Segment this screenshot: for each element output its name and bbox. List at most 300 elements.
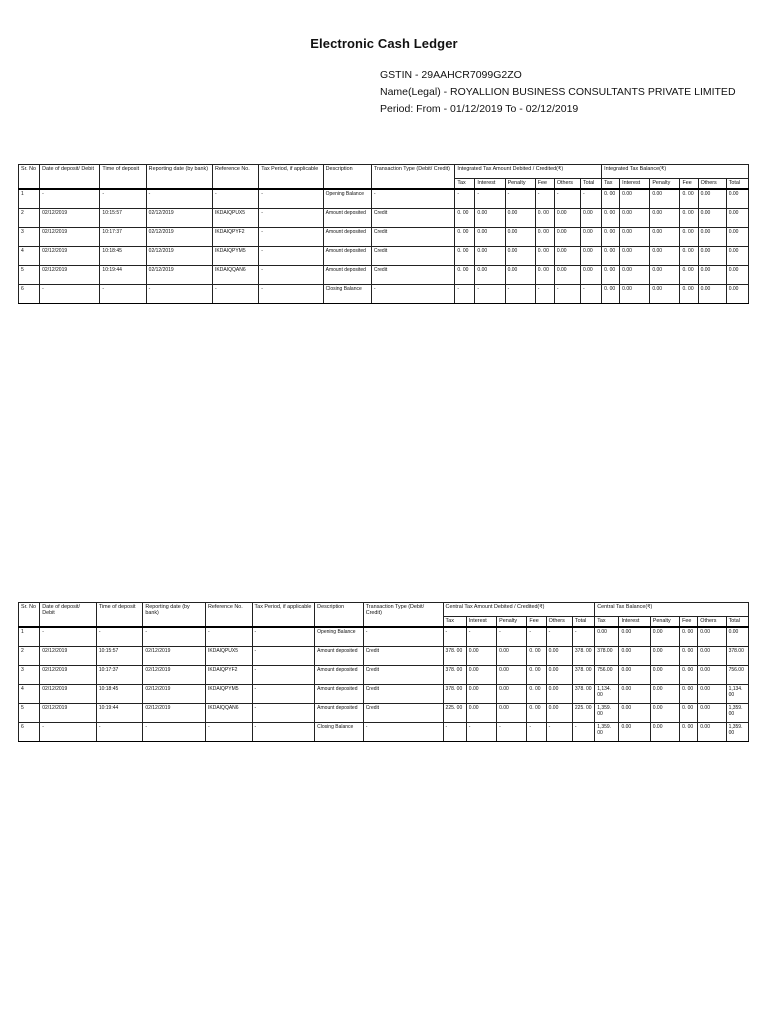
table-cell: 0.00 bbox=[475, 266, 505, 285]
table-cell: 0.00 bbox=[466, 704, 496, 723]
table-cell: 02/12/2019 bbox=[40, 247, 100, 266]
table-cell: 10:18:45 bbox=[96, 685, 143, 704]
table-cell: 02/12/2019 bbox=[40, 685, 97, 704]
table-cell: 1,359. 00 bbox=[595, 704, 619, 723]
table-cell: 0.00 bbox=[554, 209, 580, 228]
table-cell: 0.00 bbox=[698, 685, 726, 704]
table-cell: - bbox=[100, 285, 146, 304]
table-cell: 02/12/2019 bbox=[146, 209, 212, 228]
table-cell: 3 bbox=[19, 666, 40, 685]
table-cell: 0.00 bbox=[726, 247, 748, 266]
sub-col-fee: Fee bbox=[535, 179, 554, 190]
table-cell: - bbox=[443, 723, 466, 742]
sub-col-others: Others bbox=[546, 617, 572, 628]
table-cell: Amount deposited bbox=[323, 247, 371, 266]
table-cell: - bbox=[252, 723, 315, 742]
table-cell: 0.00 bbox=[620, 209, 650, 228]
table-cell: - bbox=[96, 723, 143, 742]
table-cell: 0.00 bbox=[619, 704, 650, 723]
table-cell: 02/12/2019 bbox=[143, 704, 206, 723]
table-cell: 0.00 bbox=[726, 627, 748, 647]
table-cell: 0. 00 bbox=[680, 627, 698, 647]
table-cell: 0.00 bbox=[619, 723, 650, 742]
table-cell: 378. 00 bbox=[443, 685, 466, 704]
table-cell: 10:17:37 bbox=[100, 228, 146, 247]
table-cell: 0.00 bbox=[698, 247, 726, 266]
group-amount-debited-credited: Integrated Tax Amount Debited / Credited(₹) bbox=[455, 165, 602, 179]
table-cell: 0.00 bbox=[698, 627, 726, 647]
table-cell: 1,134. 00 bbox=[595, 685, 619, 704]
table-cell: IKDAIQPUX5 bbox=[206, 647, 253, 666]
sub-col-others: Others bbox=[698, 179, 726, 190]
table-cell: Amount deposited bbox=[315, 704, 364, 723]
table-body bbox=[19, 627, 749, 742]
page-title: Electronic Cash Ledger bbox=[310, 36, 458, 51]
table-cell: 0.00 bbox=[650, 285, 680, 304]
table-cell: 0.00 bbox=[466, 685, 496, 704]
table-cell: IKDAIQPYF2 bbox=[213, 228, 259, 247]
sub-col-interest: Interest bbox=[619, 617, 650, 628]
table-cell: - bbox=[455, 285, 475, 304]
table-cell: 02/12/2019 bbox=[40, 666, 97, 685]
table-cell: 0.00 bbox=[475, 228, 505, 247]
table-cell: Credit bbox=[371, 247, 454, 266]
table-cell: 0.00 bbox=[620, 266, 650, 285]
table-cell: Amount deposited bbox=[315, 685, 364, 704]
table-cell: Credit bbox=[371, 228, 454, 247]
table-cell: 378.00 bbox=[595, 647, 619, 666]
table-cell: - bbox=[146, 285, 212, 304]
table-cell: 0. 00 bbox=[455, 266, 475, 285]
table-cell: IKDAIQPUX5 bbox=[213, 209, 259, 228]
table-cell: 0.00 bbox=[580, 247, 601, 266]
table-row bbox=[19, 704, 749, 723]
table-cell: 0.00 bbox=[620, 247, 650, 266]
table-cell: 0.00 bbox=[726, 209, 748, 228]
table-cell: - bbox=[572, 723, 594, 742]
group-balance: Central Tax Balance(₹) bbox=[595, 603, 749, 617]
table-cell: - bbox=[259, 189, 323, 209]
table-cell: 0.00 bbox=[650, 627, 679, 647]
table-cell: - bbox=[535, 189, 554, 209]
table-cell: 0.00 bbox=[497, 704, 527, 723]
table-cell: 0. 00 bbox=[527, 704, 546, 723]
table-cell: 0.00 bbox=[620, 285, 650, 304]
group-balance: Integrated Tax Balance(₹) bbox=[602, 165, 749, 179]
sub-col-penalty: Penalty bbox=[650, 179, 680, 190]
table-cell: 1,134. 00 bbox=[726, 685, 748, 704]
table-cell: 1 bbox=[19, 627, 40, 647]
table-cell: 0. 00 bbox=[680, 285, 698, 304]
col-tax-period: Tax Period, if applicable bbox=[259, 165, 323, 190]
table-cell: 1,359. 00 bbox=[726, 704, 748, 723]
table-cell: 0.00 bbox=[546, 666, 572, 685]
table-cell: 0.00 bbox=[698, 189, 726, 209]
table-cell: 0.00 bbox=[698, 723, 726, 742]
table-cell: 0.00 bbox=[619, 627, 650, 647]
col-date: Date of deposit/ Debit bbox=[40, 165, 100, 190]
table-cell: 378. 00 bbox=[443, 666, 466, 685]
table-cell: 0.00 bbox=[698, 647, 726, 666]
table-cell: 0. 00 bbox=[455, 228, 475, 247]
table-cell: - bbox=[143, 723, 206, 742]
table-cell: Credit bbox=[363, 647, 443, 666]
col-sr-no: Sr. No bbox=[19, 603, 40, 628]
table-cell: 0. 00 bbox=[527, 685, 546, 704]
table-cell: 0. 00 bbox=[455, 247, 475, 266]
table-cell: 0. 00 bbox=[602, 228, 620, 247]
table-cell: 0.00 bbox=[726, 285, 748, 304]
table-cell: Credit bbox=[363, 666, 443, 685]
table-cell: 02/12/2019 bbox=[143, 685, 206, 704]
table-cell: 0. 00 bbox=[602, 209, 620, 228]
table-cell: IKDAIQPYM5 bbox=[206, 685, 253, 704]
table-cell: 0. 00 bbox=[527, 647, 546, 666]
table-cell: - bbox=[213, 285, 259, 304]
table-cell: 0.00 bbox=[620, 228, 650, 247]
table-cell: - bbox=[371, 189, 454, 209]
table-cell: Closing Balance bbox=[323, 285, 371, 304]
table-cell: 0. 00 bbox=[680, 685, 698, 704]
table-cell: Amount deposited bbox=[323, 228, 371, 247]
table-cell: 0. 00 bbox=[680, 209, 698, 228]
table-row bbox=[19, 723, 749, 742]
col-tax-period: Tax Period, if applicable bbox=[252, 603, 315, 628]
table-cell: 0. 00 bbox=[535, 247, 554, 266]
table-cell: 10:17:37 bbox=[96, 666, 143, 685]
table-cell: - bbox=[443, 627, 466, 647]
table-cell: 0.00 bbox=[726, 266, 748, 285]
table-cell: 225. 00 bbox=[443, 704, 466, 723]
table-cell: 5 bbox=[19, 266, 40, 285]
table-cell: 0. 00 bbox=[680, 723, 698, 742]
table-cell: - bbox=[252, 647, 315, 666]
table-cell: Amount deposited bbox=[315, 666, 364, 685]
table-cell: 0.00 bbox=[580, 209, 601, 228]
sub-col-tax: Tax bbox=[455, 179, 475, 190]
table-cell: 0.00 bbox=[650, 723, 679, 742]
table-cell: 0.00 bbox=[580, 266, 601, 285]
table-cell: - bbox=[455, 189, 475, 209]
table-cell: 1,359. 00 bbox=[595, 723, 619, 742]
table-cell: - bbox=[363, 627, 443, 647]
table-cell: 0.00 bbox=[650, 228, 680, 247]
table-cell: 0.00 bbox=[726, 189, 748, 209]
table-cell: - bbox=[143, 627, 206, 647]
table-cell: - bbox=[259, 228, 323, 247]
table-row bbox=[19, 228, 749, 247]
table-cell: 02/12/2019 bbox=[146, 228, 212, 247]
table-cell: - bbox=[475, 189, 505, 209]
table-row bbox=[19, 247, 749, 266]
table-cell: 0.00 bbox=[497, 685, 527, 704]
sub-col-others: Others bbox=[554, 179, 580, 190]
table-cell: - bbox=[505, 285, 535, 304]
table-cell: 0.00 bbox=[505, 266, 535, 285]
table-cell: Closing Balance bbox=[315, 723, 364, 742]
col-reference: Reference No. bbox=[213, 165, 259, 190]
table-row bbox=[19, 189, 749, 209]
table-cell: - bbox=[206, 723, 253, 742]
table-cell: 6 bbox=[19, 285, 40, 304]
legal-name-line: Name(Legal) - ROYALLION BUSINESS CONSULTANTS PRIVATE LIMITED bbox=[380, 86, 736, 98]
table-row bbox=[19, 209, 749, 228]
table-cell: - bbox=[466, 723, 496, 742]
sub-col-interest: Interest bbox=[620, 179, 650, 190]
table-cell: 4 bbox=[19, 685, 40, 704]
table-cell: 0.00 bbox=[726, 228, 748, 247]
table-cell: 0.00 bbox=[554, 266, 580, 285]
table-cell: 0.00 bbox=[505, 228, 535, 247]
table-cell: - bbox=[535, 285, 554, 304]
table-cell: - bbox=[580, 285, 601, 304]
table-row bbox=[19, 685, 749, 704]
table-cell: 02/12/2019 bbox=[40, 704, 97, 723]
table-cell: - bbox=[252, 685, 315, 704]
table-cell: 02/12/2019 bbox=[143, 647, 206, 666]
table-cell: 0. 00 bbox=[602, 285, 620, 304]
table-cell: 756.00 bbox=[726, 666, 748, 685]
table-cell: 0. 00 bbox=[602, 189, 620, 209]
table-cell: Amount deposited bbox=[323, 209, 371, 228]
table-cell: - bbox=[466, 627, 496, 647]
col-sr-no: Sr. No bbox=[19, 165, 40, 190]
table-cell: - bbox=[371, 285, 454, 304]
col-reporting-date: Reporting date (by bank) bbox=[143, 603, 206, 628]
table-cell: 10:19:44 bbox=[96, 704, 143, 723]
table-cell: 1 bbox=[19, 189, 40, 209]
table-cell: 0.00 bbox=[620, 189, 650, 209]
table-cell: 6 bbox=[19, 723, 40, 742]
col-time: Time of deposit bbox=[100, 165, 146, 190]
col-date: Date of deposit/ Debit bbox=[40, 603, 97, 628]
table-cell: - bbox=[259, 266, 323, 285]
col-reporting-date: Reporting date (by bank) bbox=[146, 165, 212, 190]
table-cell: - bbox=[527, 627, 546, 647]
gstin-line: GSTIN - 29AAHCR7099G2ZO bbox=[380, 69, 522, 81]
table-cell: 0.00 bbox=[619, 685, 650, 704]
table-cell: - bbox=[40, 189, 100, 209]
table-cell: 0.00 bbox=[475, 209, 505, 228]
table-cell: 10:15:57 bbox=[96, 647, 143, 666]
table-cell: - bbox=[497, 627, 527, 647]
table-cell: Opening Balance bbox=[315, 627, 364, 647]
table-cell: 0.00 bbox=[505, 247, 535, 266]
table-cell: - bbox=[554, 189, 580, 209]
table-cell: 756.00 bbox=[595, 666, 619, 685]
table-cell: - bbox=[40, 285, 100, 304]
table-cell: 02/12/2019 bbox=[146, 247, 212, 266]
table-cell: 0.00 bbox=[650, 685, 679, 704]
sub-col-total: Total bbox=[726, 179, 748, 190]
table-cell: 0. 00 bbox=[455, 209, 475, 228]
table-cell: 0.00 bbox=[497, 666, 527, 685]
table-cell: 0.00 bbox=[554, 247, 580, 266]
sub-col-penalty: Penalty bbox=[505, 179, 535, 190]
table-cell: Amount deposited bbox=[323, 266, 371, 285]
table-cell: 0. 00 bbox=[535, 209, 554, 228]
table-cell: - bbox=[206, 627, 253, 647]
table-cell: - bbox=[96, 627, 143, 647]
table-cell: 0.00 bbox=[650, 266, 680, 285]
table-cell: - bbox=[527, 723, 546, 742]
table-cell: 0.00 bbox=[546, 704, 572, 723]
table-cell: Credit bbox=[363, 704, 443, 723]
table-cell: - bbox=[40, 627, 97, 647]
table-cell: 0.00 bbox=[619, 647, 650, 666]
integrated-tax-ledger-table bbox=[18, 164, 749, 304]
table-row bbox=[19, 627, 749, 647]
table-cell: 0. 00 bbox=[680, 247, 698, 266]
col-time: Time of deposit bbox=[96, 603, 143, 628]
table-cell: 0.00 bbox=[698, 209, 726, 228]
table-cell: 10:18:45 bbox=[100, 247, 146, 266]
table-row bbox=[19, 647, 749, 666]
table-cell: - bbox=[252, 627, 315, 647]
table-cell: 2 bbox=[19, 647, 40, 666]
table-cell: 02/12/2019 bbox=[40, 266, 100, 285]
sub-col-interest: Interest bbox=[475, 179, 505, 190]
group-amount-debited-credited: Central Tax Amount Debited / Credited(₹) bbox=[443, 603, 595, 617]
table-cell: 378. 00 bbox=[572, 647, 594, 666]
table-cell: - bbox=[475, 285, 505, 304]
table-cell: 0.00 bbox=[650, 189, 680, 209]
table-cell: - bbox=[259, 247, 323, 266]
table-cell: 0.00 bbox=[698, 704, 726, 723]
sub-col-total: Total bbox=[572, 617, 594, 628]
table-cell: 0.00 bbox=[580, 228, 601, 247]
table-cell: - bbox=[146, 189, 212, 209]
table-cell: 225. 00 bbox=[572, 704, 594, 723]
table-cell: 0.00 bbox=[466, 647, 496, 666]
table-cell: 0. 00 bbox=[535, 228, 554, 247]
col-transaction-type: Transaction Type (Debit/ Credit) bbox=[363, 603, 443, 628]
sub-col-tax: Tax bbox=[602, 179, 620, 190]
table-cell: 0.00 bbox=[650, 647, 679, 666]
table-cell: - bbox=[100, 189, 146, 209]
table-cell: - bbox=[252, 704, 315, 723]
table-cell: 0. 00 bbox=[680, 647, 698, 666]
table-row bbox=[19, 266, 749, 285]
table-cell: 02/12/2019 bbox=[40, 228, 100, 247]
table-cell: - bbox=[505, 189, 535, 209]
table-cell: - bbox=[259, 285, 323, 304]
sub-col-fee: Fee bbox=[680, 179, 698, 190]
table-cell: - bbox=[40, 723, 97, 742]
table-cell: 0.00 bbox=[546, 647, 572, 666]
table-cell: IKDAIQQAN6 bbox=[206, 704, 253, 723]
table-cell: - bbox=[363, 723, 443, 742]
table-cell: 10:15:57 bbox=[100, 209, 146, 228]
table-cell: 378. 00 bbox=[572, 666, 594, 685]
table-cell: 378. 00 bbox=[572, 685, 594, 704]
table-cell: Credit bbox=[371, 209, 454, 228]
table-cell: 0.00 bbox=[650, 666, 679, 685]
table-cell: 0.00 bbox=[698, 285, 726, 304]
table-cell: 02/12/2019 bbox=[40, 647, 97, 666]
table-cell: 4 bbox=[19, 247, 40, 266]
table-cell: IKDAIQQAN6 bbox=[213, 266, 259, 285]
table-row bbox=[19, 666, 749, 685]
table-cell: 0. 00 bbox=[680, 666, 698, 685]
table-cell: 0. 00 bbox=[680, 704, 698, 723]
table-cell: - bbox=[572, 627, 594, 647]
sub-col-tax: Tax bbox=[595, 617, 619, 628]
table-cell: 0.00 bbox=[650, 209, 680, 228]
sub-col-total: Total bbox=[726, 617, 748, 628]
table-cell: 0.00 bbox=[554, 228, 580, 247]
sub-col-others: Others bbox=[698, 617, 726, 628]
table-cell: IKDAIQPYM5 bbox=[213, 247, 259, 266]
table-cell: 0. 00 bbox=[680, 189, 698, 209]
table-cell: 0.00 bbox=[698, 266, 726, 285]
table-cell: 02/12/2019 bbox=[143, 666, 206, 685]
table-cell: 0.00 bbox=[698, 666, 726, 685]
table-cell: 10:19:44 bbox=[100, 266, 146, 285]
col-transaction-type: Transaction Type (Debit/ Credit) bbox=[371, 165, 454, 190]
table-cell: 0. 00 bbox=[602, 247, 620, 266]
sub-col-total: Total bbox=[580, 179, 601, 190]
table-cell: 02/12/2019 bbox=[40, 209, 100, 228]
period-line: Period: From - 01/12/2019 To - 02/12/2019 bbox=[380, 103, 579, 115]
sub-col-penalty: Penalty bbox=[650, 617, 679, 628]
table-cell: 2 bbox=[19, 209, 40, 228]
sub-col-tax: Tax bbox=[443, 617, 466, 628]
table-cell: 378. 00 bbox=[443, 647, 466, 666]
table-cell: 1,359. 00 bbox=[726, 723, 748, 742]
sub-col-penalty: Penalty bbox=[497, 617, 527, 628]
table-cell: 5 bbox=[19, 704, 40, 723]
table-row bbox=[19, 285, 749, 304]
table-cell: 0.00 bbox=[546, 685, 572, 704]
table-cell: Opening Balance bbox=[323, 189, 371, 209]
sub-col-fee: Fee bbox=[680, 617, 698, 628]
col-reference: Reference No. bbox=[206, 603, 253, 628]
table-cell: - bbox=[580, 189, 601, 209]
table-cell: - bbox=[554, 285, 580, 304]
table-cell: 0.00 bbox=[650, 247, 680, 266]
table-cell: - bbox=[497, 723, 527, 742]
table-cell: 378.00 bbox=[726, 647, 748, 666]
table-cell: - bbox=[546, 627, 572, 647]
table-cell: 0. 00 bbox=[680, 266, 698, 285]
sub-col-fee: Fee bbox=[527, 617, 546, 628]
table-cell: 0. 00 bbox=[535, 266, 554, 285]
table-cell: 0. 00 bbox=[680, 228, 698, 247]
table-cell: - bbox=[213, 189, 259, 209]
table-cell: 0.00 bbox=[505, 209, 535, 228]
table-cell: 02/12/2019 bbox=[146, 266, 212, 285]
ledger-meta bbox=[380, 67, 736, 118]
table-cell: 0. 00 bbox=[527, 666, 546, 685]
table-cell: 0.00 bbox=[497, 647, 527, 666]
sub-col-interest: Interest bbox=[466, 617, 496, 628]
table-cell: 0.00 bbox=[595, 627, 619, 647]
col-description: Description bbox=[323, 165, 371, 190]
table-cell: - bbox=[546, 723, 572, 742]
table-body bbox=[19, 189, 749, 304]
table-cell: 0.00 bbox=[650, 704, 679, 723]
table-cell: 3 bbox=[19, 228, 40, 247]
table-cell: IKDAIQPYF2 bbox=[206, 666, 253, 685]
table-cell: - bbox=[252, 666, 315, 685]
col-description: Description bbox=[315, 603, 364, 628]
table-cell: 0.00 bbox=[466, 666, 496, 685]
table-cell: Amount deposited bbox=[315, 647, 364, 666]
central-tax-ledger-table bbox=[18, 602, 749, 742]
table-cell: 0.00 bbox=[698, 228, 726, 247]
table-cell: 0. 00 bbox=[602, 266, 620, 285]
